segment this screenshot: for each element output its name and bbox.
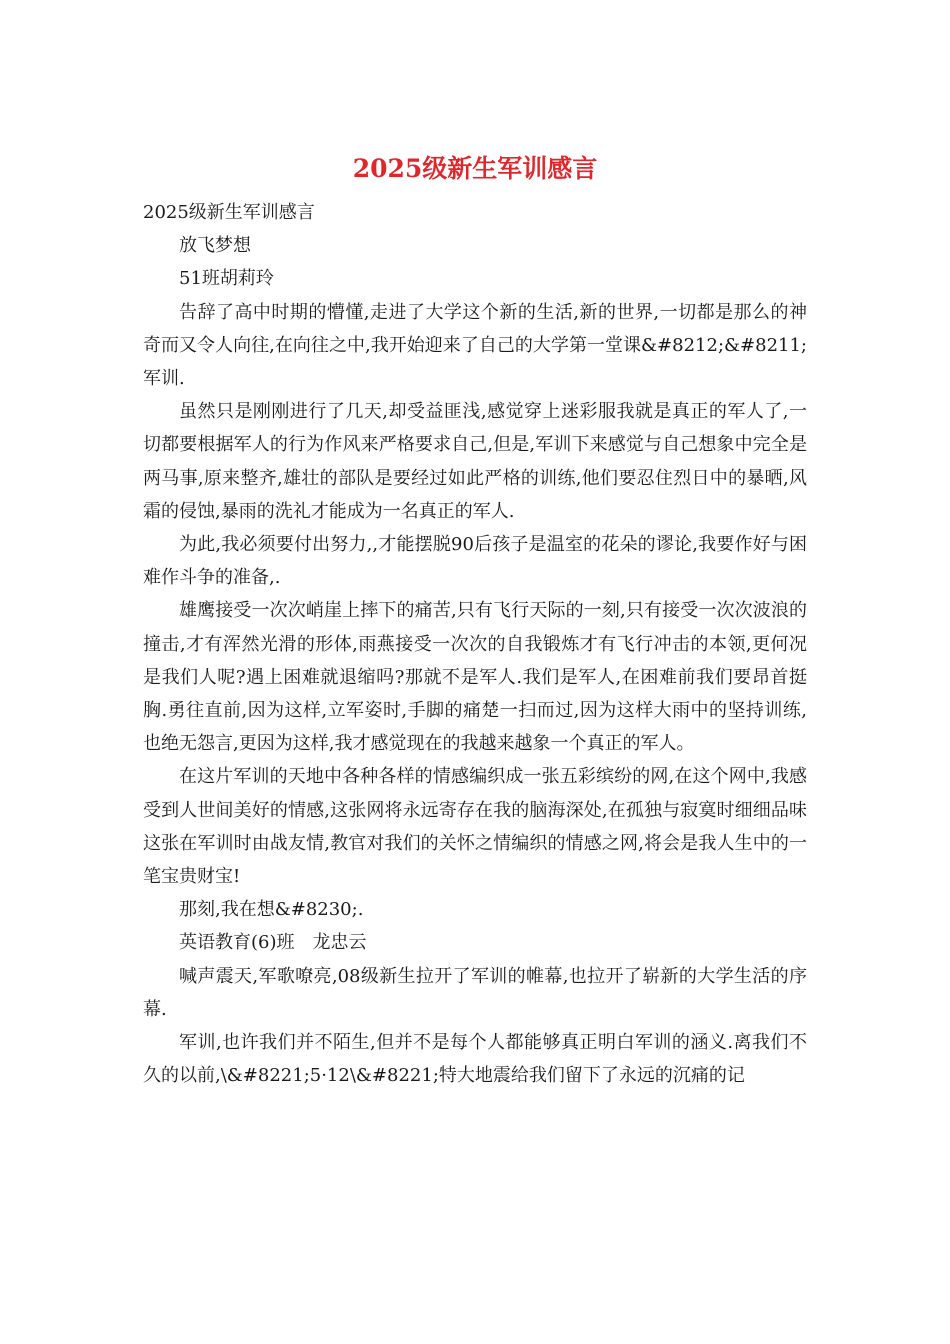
paragraph: 雄鹰接受一次次峭崖上摔下的痛苦,只有飞行天际的一刻,只有接受一次次波浪的撞击,才有浑然光滑的形体,雨燕接受一次次的自我锻炼才有飞行冲击的本领,更何况是我们人呢?遇上困难就退缩吗?那就不是军人.我们是军人,在困难前我们要昂首挺胸.勇往直前,因为这样,立军姿时,手脚的痛楚一扫而过,因为这样大雨中的坚持训练,也绝无怨言,更因为这样,我才感觉现在的我越来越象一个真正的军人。 <box>143 600 807 755</box>
paragraph: 那刻,我在想&#8230;. <box>179 899 364 921</box>
paragraph: 51班胡莉玲 <box>179 268 274 290</box>
paragraph: 军训,也许我们并不陌生,但并不是每个人都能够真正明白军训的涵义.离我们不久的以前,\&#8221;5·12\&#8221;特大地震给我们留下了永远的沉痛的记 <box>143 1032 807 1087</box>
paragraph: 虽然只是刚刚进行了几天,却受益匪浅,感觉穿上迷彩服我就是真正的军人了,一切都要根据军人的行为作风来严格要求自己,但是,军训下来感觉与自己想象中完全是两马事,原来整齐,雄壮的部队是要经过如此严格的训练,他们要忍住烈日中的暴晒,风霜的侵蚀,暴雨的洗礼才能成为一名真正的军人. <box>143 401 807 522</box>
paragraph: 放飞梦想 <box>179 235 251 257</box>
paragraph: 在这片军训的天地中各种各样的情感编织成一张五彩缤纷的网,在这个网中,我感受到人世间美好的情感,这张网将永远寄存在我的脑海深处,在孤独与寂寞时细细品味这张在军训时由战友情,教官对我们的关怀之情编织的情感之网,将会是我人生中的一笔宝贵财宝! <box>143 766 807 888</box>
paragraph: 告辞了高中时期的懵懂,走进了大学这个新的生活,新的世界,一切都是那么的神奇而又令人向往,在向往之中,我开始迎来了自己的大学第一堂课&#8212;&#8211;军训. <box>143 301 807 390</box>
document-title: 2025级新生军训感言 <box>352 154 598 183</box>
paragraph: 英语教育(6)班 龙忠云 <box>179 932 367 954</box>
paragraph: 喊声震天,军歌嘹亮,08级新生拉开了军训的帷幕,也拉开了崭新的大学生活的序幕. <box>143 965 807 1020</box>
paragraph: 2025级新生军训感言 <box>143 202 315 223</box>
document-body <box>143 196 807 1092</box>
paragraph: 为此,我必须要付出努力,,才能摆脱90后孩子是温室的花朵的谬论,我要作好与困难作斗争的准备,. <box>143 534 807 589</box>
